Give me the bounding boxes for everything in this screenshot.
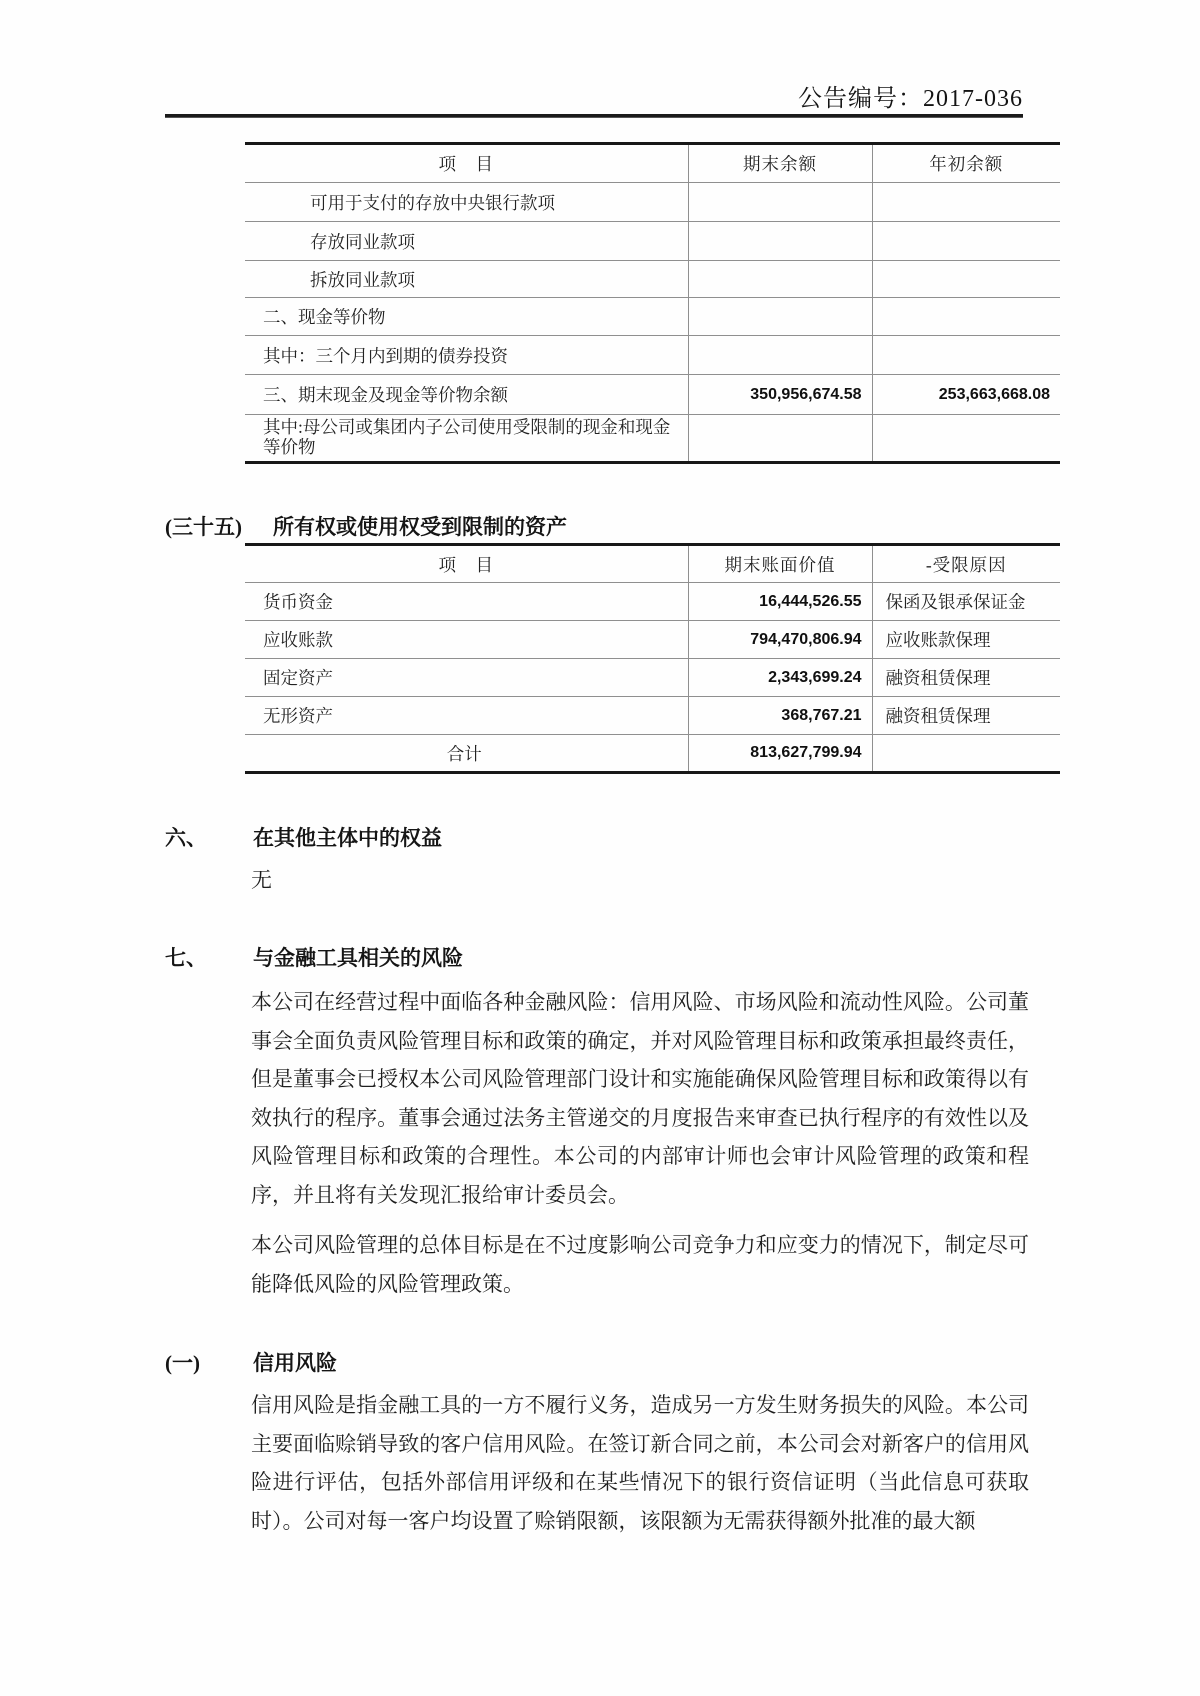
table-row — [245, 375, 1060, 415]
beginning-balance-cell — [872, 415, 1060, 463]
section-7-paragraph-2: 本公司风险管理的总体目标是在不过度影响公司竞争力和应变力的情况下，制定尽可能降低风险的风险管理政策。 — [251, 1233, 1029, 1296]
table1-header-item: 项 目 — [438, 154, 494, 174]
beginning-balance-cell — [872, 298, 1060, 336]
section-number: 七、 — [165, 946, 207, 970]
beginning-balance-cell — [872, 336, 1060, 375]
reason-cell: 融资租赁保理 — [872, 697, 1060, 735]
table-row — [245, 621, 1060, 659]
item-cell: 固定资产 — [245, 659, 688, 697]
table-header-row — [245, 144, 1060, 183]
total-label-cell: 合计 — [245, 735, 688, 773]
item-cell: 二、现金等价物 — [245, 298, 688, 336]
table-row — [245, 659, 1060, 697]
table-row — [245, 415, 1060, 463]
section-title: 所有权或使用权受到限制的资产 — [273, 515, 567, 539]
table1-header-ending-balance: 期末余额 — [688, 144, 872, 183]
table2-header-restriction-reason: -受限原因 — [872, 545, 1060, 583]
credit-risk-paragraph: 信用风险是指金融工具的一方不履行义务，造成另一方发生财务损失的风险。本公司主要面临赊销导致的客户信用风险。在签订新合同之前，本公司会对新客户的信用风险进行评估，包括外部信用评级和在某些情况下的银行资信证明（当此信息可获取时）。公司对每一客户均设置了赊销限额，该限额为无需获得额外批准的最大额 — [251, 1393, 1029, 1533]
book-value-cell: 2,343,699.24 — [688, 659, 872, 697]
reason-cell: 融资租赁保理 — [872, 659, 1060, 697]
section-6-body: 无 — [251, 868, 272, 892]
book-value-cell: 16,444,526.55 — [688, 583, 872, 621]
table2-header-book-value: 期末账面价值 — [688, 545, 872, 583]
header-rule — [165, 114, 1023, 118]
item-cell: 可用于支付的存放中央银行款项 — [245, 183, 688, 222]
book-value-cell: 794,470,806.94 — [688, 621, 872, 659]
beginning-balance-cell — [872, 183, 1060, 222]
section-number: (三十五) — [165, 515, 242, 539]
table-row — [245, 298, 1060, 336]
announcement-number: 公告编号：2017-036 — [798, 86, 1023, 112]
beginning-balance-cell — [872, 261, 1060, 298]
item-cell: 无形资产 — [245, 697, 688, 735]
item-cell: 拆放同业款项 — [245, 261, 688, 298]
section-35-heading — [165, 513, 567, 541]
table1-header-beginning-balance: 年初余额 — [872, 144, 1060, 183]
cash-equivalents-table — [245, 142, 1060, 464]
section-number: (一) — [165, 1351, 200, 1375]
total-value-cell: 813,627,799.94 — [688, 735, 872, 773]
ending-balance-cell — [688, 183, 872, 222]
beginning-balance-cell — [872, 222, 1060, 261]
section-title: 与金融工具相关的风险 — [253, 946, 463, 970]
item-cell: 存放同业款项 — [245, 222, 688, 261]
item-cell: 其中:母公司或集团内子公司使用受限制的现金和现金等价物 — [245, 415, 688, 463]
beginning-balance-cell: 253,663,668.08 — [872, 375, 1060, 415]
ending-balance-cell — [688, 336, 872, 375]
table-header-row — [245, 545, 1060, 583]
section-title: 信用风险 — [253, 1351, 337, 1375]
table-row — [245, 261, 1060, 298]
section-number: 六、 — [165, 826, 207, 850]
section-7-paragraph-1: 本公司在经营过程中面临各种金融风险：信用风险、市场风险和流动性风险。公司董事会全面负责风险管理目标和政策的确定，并对风险管理目标和政策承担最终责任，但是董事会已授权本公司风险管理部门设计和实施能确保风险管理目标和政策得以有效执行的程序。董事会通过法务主管递交的月度报告来审查已执行程序的有效性以及风险管理目标和政策的合理性。本公司的内部审计师也会审计风险管理的政策和程序，并且将有关发现汇报给审计委员会。 — [251, 990, 1029, 1207]
table-row — [245, 183, 1060, 222]
table-total-row — [245, 735, 1060, 773]
table2-header-item: 项 目 — [438, 554, 494, 575]
ending-balance-cell: 350,956,674.58 — [688, 375, 872, 415]
table-row — [245, 697, 1060, 735]
table-row — [245, 583, 1060, 621]
section-title: 在其他主体中的权益 — [253, 826, 442, 850]
ending-balance-cell — [688, 298, 872, 336]
reason-cell: 应收账款保理 — [872, 621, 1060, 659]
book-value-cell: 368,767.21 — [688, 697, 872, 735]
item-cell: 应收账款 — [245, 621, 688, 659]
ending-balance-cell — [688, 415, 872, 463]
restricted-assets-table — [245, 543, 1060, 774]
item-cell: 其中：三个月内到期的债券投资 — [245, 336, 688, 375]
section-7-1-heading — [165, 1349, 337, 1377]
ending-balance-cell — [688, 261, 872, 298]
item-cell: 货币资金 — [245, 583, 688, 621]
section-6-heading — [165, 824, 442, 852]
table-row — [245, 336, 1060, 375]
reason-cell: 保函及银承保证金 — [872, 583, 1060, 621]
ending-balance-cell — [688, 222, 872, 261]
table-row — [245, 222, 1060, 261]
section-7-heading — [165, 944, 463, 972]
item-cell: 三、期末现金及现金等价物余额 — [245, 375, 688, 415]
reason-cell — [872, 735, 1060, 773]
